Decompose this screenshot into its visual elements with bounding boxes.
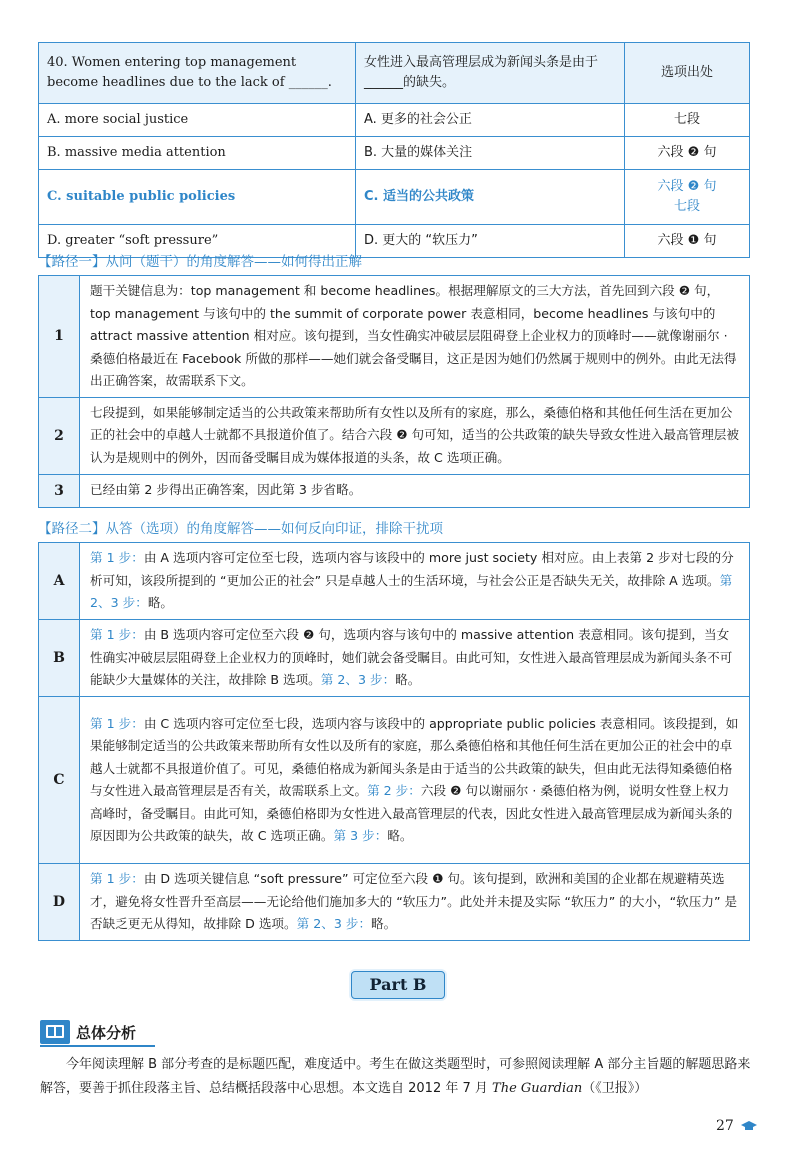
path2-d-step2-label: 第 2、3 步： bbox=[296, 916, 372, 932]
path2-title: 【路径二】从答（选项）的角度解答——如何反向印证，排除干扰项 bbox=[38, 521, 443, 537]
path1-title: 【路径一】从问（题干）的角度解答——如何得出正解 bbox=[38, 254, 362, 270]
path1-step-2-text: 七段提到，如果能够制定适当的公共政策来帮助所有女性以及所有的家庭，那么，桑德伯格和其他任何生活在更加公正的社会中的卓越人士就都不具报道价值了。结合六段 ❷ 句可知，适当的公共政策的缺失导致女性进入最高管理层被认为是规则中的例外，因而备受瞩目成为媒体报道的头条，故 C 选项正确。 bbox=[80, 397, 750, 474]
path1-step-3-num: 3 bbox=[39, 474, 80, 507]
path1-step-2-num: 2 bbox=[39, 397, 80, 474]
path2-a-text bbox=[80, 543, 750, 620]
option-b-source: 六段 ❷ 句 bbox=[625, 137, 750, 170]
question-table bbox=[38, 42, 750, 258]
path2-a-step2-text: 略。 bbox=[147, 595, 173, 611]
path2-c-step2-text: 六段 ❷ 句以谢丽尔 · 桑德伯格为例，说明女性登上权力高峰时，备受瞩目。由此可知，桑德伯格即为女性进入最高管理层的代表，因此女性进入最高管理层成为新闻头条的原因即为公共政策的缺失，故 C 选项正确。 bbox=[90, 783, 733, 843]
part-b-badge: Part B bbox=[351, 971, 445, 999]
path2-d-num: D bbox=[39, 864, 80, 941]
path2-c-step1-text: 由 C 选项内容可定位至七段，选项内容与该段中的 appropriate public policies 表意相同。该段提到，如果能够制定适当的公共政策来帮助所有女性以及所有的家庭，那么桑德伯格和其他任何生活在更加公正的社会中的卓越人士就都不具报道价值了。可见，桑德伯格成为新闻头条是由于适当的公共政策的缺失，但由此无法得知桑德伯格与女性进入最高管理层是否有关，故需联系上文。 bbox=[90, 715, 739, 798]
path2-c-step3-label: 第 3 步： bbox=[333, 828, 388, 843]
option-c-source bbox=[625, 170, 750, 225]
option-row-a bbox=[39, 104, 750, 137]
option-row-c-answer bbox=[39, 170, 750, 225]
path2-a-step1-text: 由 A 选项内容可定位至七段，选项内容与该段中的 more just society 相对应。由上表第 2 步对七段的分析可知，该段所提到的 “更加公正的社会” 只是卓越人士的生活环境，与社会公正是否缺失无关，故排除 A 选项。 bbox=[90, 550, 734, 588]
path2-b-step2-label: 第 2、3 步： bbox=[320, 672, 396, 688]
path2-a-step1-label: 第 1 步： bbox=[90, 550, 144, 566]
path2-b-text bbox=[80, 620, 750, 697]
path2-c-text bbox=[80, 697, 750, 864]
option-a-source: 七段 bbox=[625, 104, 750, 137]
path2-b-step1-label: 第 1 步： bbox=[90, 627, 144, 643]
path2-a-step2-label: 第 2、3 步： bbox=[90, 572, 733, 611]
question-header-row bbox=[39, 43, 750, 104]
option-row-b bbox=[39, 137, 750, 170]
source-publication: The Guardian bbox=[492, 1081, 583, 1096]
option-a-cn: A. 更多的社会公正 bbox=[356, 104, 625, 137]
option-b-cn: B. 大量的媒体关注 bbox=[356, 137, 625, 170]
option-d-source: 六段 ❶ 句 bbox=[625, 225, 750, 258]
path2-option-a bbox=[39, 543, 750, 620]
option-d-en: D. greater “soft pressure” bbox=[39, 225, 356, 258]
overall-analysis-label: 总体分析 bbox=[76, 1024, 137, 1042]
path1-step-3-text: 已经由第 2 步得出正确答案，因此第 3 步省略。 bbox=[80, 474, 750, 507]
book-icon bbox=[40, 1020, 70, 1044]
path2-a-num: A bbox=[39, 543, 80, 620]
path1-step-1-num: 1 bbox=[39, 276, 80, 398]
graduation-cap-icon bbox=[741, 1121, 757, 1131]
path2-option-c bbox=[39, 697, 750, 864]
path2-d-step1-label: 第 1 步： bbox=[90, 871, 144, 887]
question-cn: 女性进入最高管理层成为新闻头条是由于______的缺失。 bbox=[356, 43, 625, 104]
option-a-en: A. more social justice bbox=[39, 104, 356, 137]
paragraph-tail: （《卫报》） bbox=[582, 1081, 648, 1096]
path2-option-d bbox=[39, 864, 750, 941]
path1-table bbox=[38, 275, 750, 508]
option-b-en: B. massive media attention bbox=[39, 137, 356, 170]
path2-d-step1-text: 由 D 选项关键信息 “soft pressure” 可定位至六段 ❶ 句。该句提到，欧洲和美国的企业都在规避精英选才，避免将女性晋升至高层——无论给他们施加多大的 “软压力”。此处并未提及实际 “软压力” 的大小，“软压力” 是否缺乏更无从得知，故排除 D 选项。 bbox=[90, 871, 738, 932]
option-c-en: C. suitable public policies bbox=[39, 170, 356, 225]
path2-c-num: C bbox=[39, 697, 80, 864]
option-c-cn: C. 适当的公共政策 bbox=[356, 170, 625, 225]
option-c-source-2: 七段 bbox=[673, 199, 700, 214]
path2-b-step2-text: 略。 bbox=[395, 672, 421, 688]
path2-c-step2-label: 第 2 步： bbox=[367, 783, 421, 798]
page-number: 27 bbox=[716, 1118, 734, 1134]
path2-b-num: B bbox=[39, 620, 80, 697]
source-header: 选项出处 bbox=[625, 43, 750, 104]
path1-step-3 bbox=[39, 474, 750, 507]
path2-option-b bbox=[39, 620, 750, 697]
option-c-source-1: 六段 ❷ 句 bbox=[657, 179, 717, 194]
path1-step-1 bbox=[39, 276, 750, 398]
heading-underline bbox=[40, 1045, 155, 1047]
path1-step-1-text: 题干关键信息为：top management 和 become headlines。根据理解原文的三大方法，首先回到六段 ❷ 句，top management 与该句中的 the summit of corporate power 表意相同，become headlines 与该句中的 attract massive attention 相对应。该句提到，当女性确实冲破层层阻碍登上企业权力的顶峰时——就像谢丽尔 · 桑德伯格最近在 Facebook 所做的那样——她们就会备受瞩目，这正是因为她们仍然属于规则中的例外。由此无法得出正确答案，故需联系下文。 bbox=[80, 276, 750, 398]
overall-analysis-paragraph bbox=[40, 1053, 752, 1101]
paragraph-text: 今年阅读理解 B 部分考查的是标题匹配，难度适中。考生在做这类题型时，可参照阅读理解 A 部分主旨题的解题思路来解答，要善于抓住段落主旨、总结概括段落中心思想。本文选自 2012 年 7 月 bbox=[40, 1057, 751, 1096]
path2-b-step1-text: 由 B 选项内容可定位至六段 ❷ 句，选项内容与该句中的 massive attention 表意相同。该句提到，当女性确实冲破层层阻碍登上企业权力的顶峰时，她们就会备受瞩目。由此可知，女性进入最高管理层成为新闻头条不可能缺少大量媒体的关注，故排除 B 选项。 bbox=[90, 627, 733, 688]
path2-d-text bbox=[80, 864, 750, 941]
path2-c-step1-label: 第 1 步： bbox=[90, 715, 144, 731]
option-d-cn: D. 更大的 “软压力” bbox=[356, 225, 625, 258]
path2-table bbox=[38, 542, 750, 941]
path1-step-2 bbox=[39, 397, 750, 474]
question-en: 40. Women entering top management become headlines due to the lack of ______. bbox=[39, 43, 356, 104]
path2-d-step2-text: 略。 bbox=[371, 916, 397, 932]
path2-c-step3-text: 略。 bbox=[387, 828, 413, 843]
